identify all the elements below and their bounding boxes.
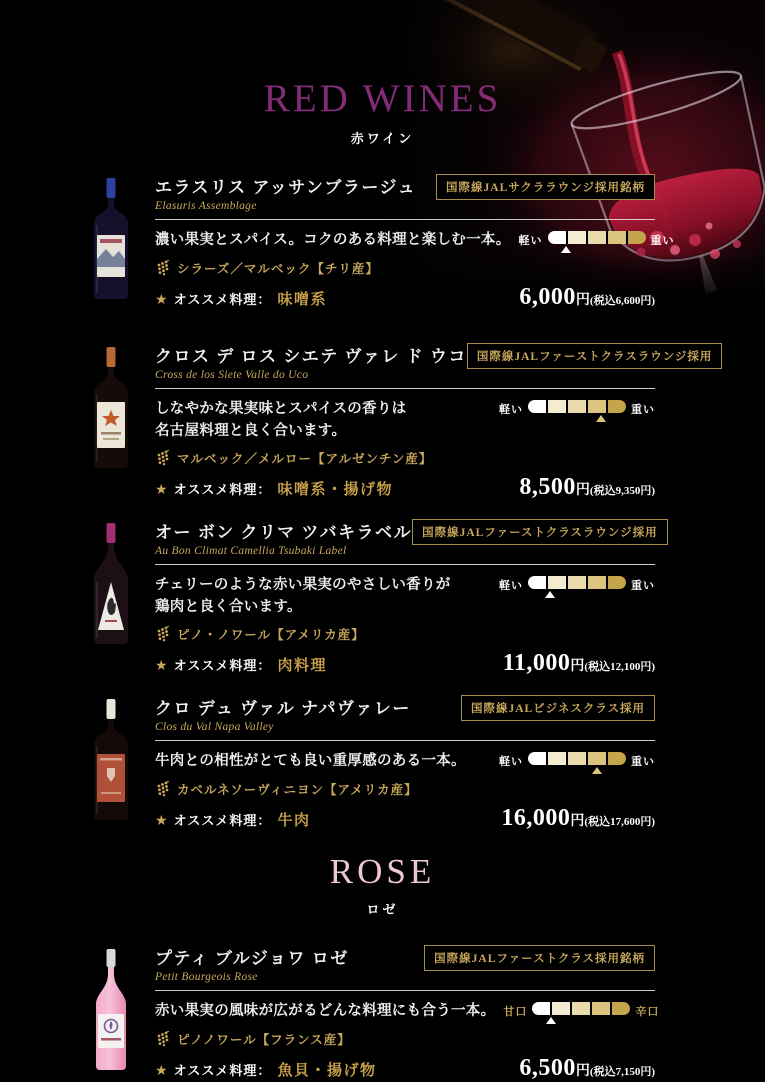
price: 6,000円(税込6,600円): [519, 284, 655, 310]
recommend-dish: 肉料理: [277, 657, 327, 674]
tax-price: (税込12,100円): [584, 660, 655, 673]
wine-name-en: Clos du Val Napa Valley: [155, 720, 274, 733]
wine-name: プティ ブルジョワ ロゼ: [155, 948, 349, 968]
wine-bottle-image: [83, 518, 139, 677]
grape-varieties: カベルネソーヴィニヨン【アメリカ産】: [177, 782, 418, 797]
recommend-dish: 味噌系: [277, 292, 327, 308]
wine-entry: [83, 944, 660, 1082]
tax-price: (税込7,150円): [589, 1065, 655, 1078]
wine-name: クロ デュ ヴァル ナパヴァレー: [155, 698, 411, 718]
scale-marker-icon: [545, 591, 555, 598]
wine-entry: [83, 173, 675, 311]
wine-description: しなやかな果実味とスパイスの香りは 名古屋料理と良く合います。: [155, 401, 407, 440]
recommend-dish: 味噌系・揚げ物: [277, 481, 393, 498]
wine-bottle-image: [83, 944, 139, 1082]
wine-name-en: Au Bon Climat Camellia Tsubaki Label: [155, 544, 347, 557]
price: 16,000円(税込17,600円): [501, 804, 655, 831]
body-scale: [499, 752, 655, 774]
scale-right-label: 辛口: [635, 1005, 660, 1018]
wine-name-en: Cross de los Siete Valle do Uco: [155, 369, 309, 381]
divider: [155, 990, 655, 991]
wine-entry: [83, 342, 713, 501]
lounge-badge: 国際線JALビジネスクラス採用: [461, 695, 655, 721]
tax-price: (税込9,350円): [589, 484, 655, 497]
scale-right-label: 重い: [631, 579, 655, 592]
scale-bar: [532, 1002, 630, 1015]
scale-marker-icon: [561, 246, 571, 253]
grape-icon: [155, 626, 170, 642]
wine-bottle-image: [83, 694, 139, 832]
star-icon: ★: [155, 482, 168, 498]
lounge-badge: 国際線JALサクララウンジ採用銘柄: [436, 174, 655, 200]
grape-icon: [155, 1031, 170, 1047]
scale-left-label: 軽い: [499, 404, 523, 416]
wine-entry: [83, 694, 655, 832]
grape-varieties: マルベック／メルロー【アルゼンチン産】: [177, 451, 433, 466]
scale-bar: [548, 231, 646, 244]
section-title-red: RED WINES: [263, 77, 502, 120]
scale-bar: [528, 576, 626, 589]
bottle-burgundy-magenta-cap: [84, 520, 138, 646]
scale-marker-icon: [596, 415, 606, 422]
scale-left-label: 軽い: [499, 755, 523, 768]
wine-entry: [83, 518, 658, 677]
body-scale: [519, 231, 675, 253]
recommend-label: オススメ料理：: [173, 481, 272, 497]
bottle-bordeaux-copper-cap: [84, 344, 138, 470]
scale-left-label: 甘口: [503, 1005, 528, 1018]
scale-marker-icon: [546, 1017, 556, 1024]
section-title-rose: ROSE: [329, 851, 436, 891]
scale-bar: [528, 400, 626, 413]
lounge-badge: 国際線JALファーストクラス採用銘柄: [424, 945, 655, 971]
scale-right-label: 重い: [631, 755, 655, 768]
divider: [155, 564, 655, 565]
red-wines-header: [0, 0, 765, 147]
wine-name-en: Elasuris Assemblage: [155, 200, 257, 212]
tax-price: (税込6,600円): [589, 295, 655, 307]
wine-name-en: Petit Bourgeois Rose: [155, 970, 258, 983]
star-icon: ★: [155, 293, 168, 308]
divider: [155, 388, 655, 389]
grape-icon: [155, 450, 170, 466]
divider: [155, 219, 655, 220]
rose-header: [0, 852, 765, 918]
section-subtitle-red: 赤ワイン: [350, 131, 415, 146]
grape-varieties: シラーズ／マルベック【チリ産】: [177, 262, 379, 276]
wine-description: 赤い果実の風味が広がるどんな料理にも合う一本。: [155, 1002, 496, 1019]
section-subtitle-rose: ロゼ: [366, 901, 399, 917]
scale-bar: [528, 752, 626, 765]
wine-name: クロス デ ロス シエテ ヴァレ ド ウコ: [155, 347, 467, 366]
grape-varieties: ピノ・ノワール【アメリカ産】: [177, 627, 365, 642]
body-scale: [499, 400, 655, 443]
bottle-bordeaux-blue-cap: [84, 175, 138, 301]
star-icon: ★: [155, 813, 168, 829]
recommend-label: オススメ料理：: [173, 1062, 272, 1078]
recommend-label: オススメ料理：: [173, 657, 272, 673]
wine-bottle-image: [83, 342, 139, 501]
wine-bottle-image: [83, 173, 139, 311]
bottle-bordeaux-white-cap: [84, 696, 138, 822]
grape-icon: [155, 260, 170, 276]
recommend-label: オススメ料理：: [173, 292, 272, 307]
sweetness-scale: [503, 1002, 659, 1024]
body-scale: [499, 576, 655, 619]
grape-varieties: ピノノワール【フランス産】: [177, 1032, 351, 1047]
wine-name: エラスリス アッサンブラージュ: [155, 178, 417, 197]
wine-description: 牛肉との相性がとても良い重厚感のある一本。: [155, 752, 466, 769]
grape-icon: [155, 781, 170, 797]
divider: [155, 740, 655, 741]
scale-left-label: 軽い: [499, 579, 523, 592]
recommend-dish: 魚貝・揚げ物: [277, 1062, 377, 1079]
lounge-badge: 国際線JALファーストクラスラウンジ採用: [412, 519, 668, 545]
star-icon: ★: [155, 1063, 168, 1079]
scale-left-label: 軽い: [518, 235, 543, 247]
recommend-dish: 牛肉: [277, 812, 311, 829]
price: 8,500円(税込9,350円): [519, 473, 655, 500]
bottle-rose-pink: [84, 946, 138, 1072]
star-icon: ★: [155, 658, 168, 674]
wine-description: 濃い果実とスパイス。コクのある料理と楽しむ一本。: [155, 232, 511, 248]
wine-description: チェリーのような赤い果実のやさしい香りが 鶏肉と良く合います。: [155, 576, 451, 616]
scale-right-label: 重い: [631, 404, 655, 416]
scale-marker-icon: [592, 767, 602, 774]
scale-right-label: 重い: [650, 235, 675, 247]
price: 6,500円(税込7,150円): [519, 1054, 655, 1081]
wine-name: オー ボン クリマ ツバキラベル: [155, 522, 413, 542]
tax-price: (税込17,600円): [584, 815, 655, 828]
price: 11,000円(税込12,100円): [502, 649, 655, 676]
recommend-label: オススメ料理：: [173, 812, 272, 828]
lounge-badge: 国際線JALファーストクラスラウンジ採用: [467, 343, 723, 369]
